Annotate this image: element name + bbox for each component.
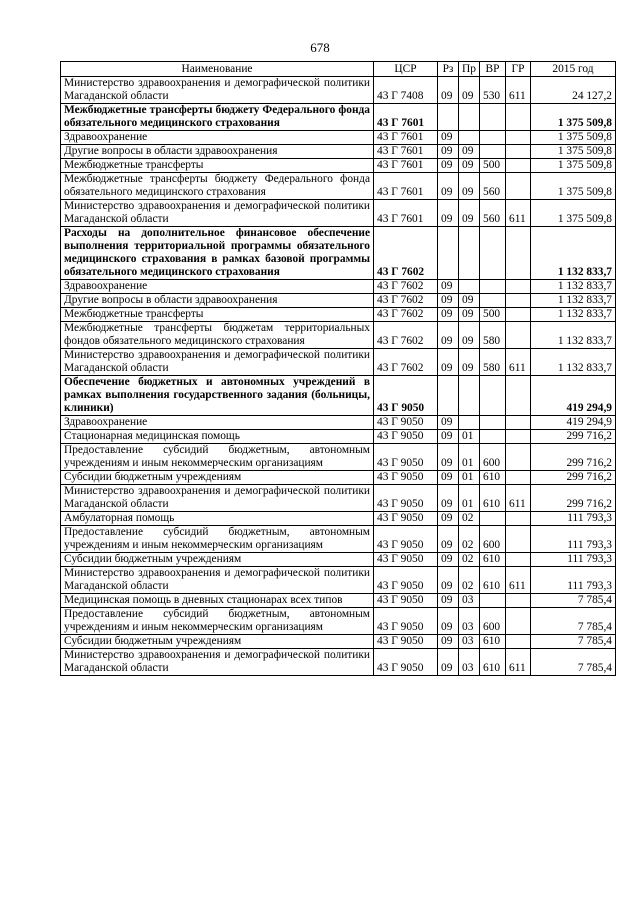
header-name: Наименование: [61, 62, 374, 77]
cell-vr: [480, 131, 506, 145]
cell-amount: 7 785,4: [531, 635, 616, 649]
cell-csr: 43 Г 9050: [374, 608, 438, 635]
cell-pr: [459, 227, 480, 280]
cell-amount: 7 785,4: [531, 608, 616, 635]
table-row: [61, 322, 616, 349]
cell-pr: 03: [459, 635, 480, 649]
cell-vr: 530: [480, 77, 506, 104]
cell-gr: [506, 635, 531, 649]
cell-csr: 43 Г 9050: [374, 635, 438, 649]
cell-pr: 03: [459, 608, 480, 635]
cell-csr: 43 Г 9050: [374, 416, 438, 430]
cell-pr: [459, 376, 480, 416]
cell-vr: 560: [480, 200, 506, 227]
cell-rz: 09: [438, 430, 459, 444]
cell-vr: 610: [480, 635, 506, 649]
header-year: 2015 год: [531, 62, 616, 77]
cell-vr: [480, 512, 506, 526]
cell-gr: [506, 553, 531, 567]
table-row: [61, 635, 616, 649]
cell-pr: 09: [459, 200, 480, 227]
cell-csr: 43 Г 9050: [374, 512, 438, 526]
table-row: [61, 594, 616, 608]
cell-rz: 09: [438, 608, 459, 635]
cell-gr: [506, 376, 531, 416]
table-row: [61, 485, 616, 512]
cell-pr: 02: [459, 526, 480, 553]
cell-amount: 299 716,2: [531, 444, 616, 471]
cell-rz: [438, 104, 459, 131]
cell-amount: 111 793,3: [531, 567, 616, 594]
cell-pr: 03: [459, 594, 480, 608]
cell-rz: [438, 376, 459, 416]
cell-csr: 43 Г 9050: [374, 444, 438, 471]
table-row: [61, 294, 616, 308]
table-row: [61, 131, 616, 145]
cell-gr: [506, 227, 531, 280]
cell-gr: [506, 512, 531, 526]
cell-gr: [506, 608, 531, 635]
cell-name: Субсидии бюджетным учреждениям: [61, 635, 374, 649]
cell-name: Другие вопросы в области здравоохранения: [61, 145, 374, 159]
cell-vr: [480, 104, 506, 131]
cell-pr: 02: [459, 567, 480, 594]
table-row: [61, 416, 616, 430]
cell-csr: 43 Г 9050: [374, 376, 438, 416]
cell-name: Обеспечение бюджетных и автономных учреждений в рамках выполнения государственного задания (больницы, клиники): [61, 376, 374, 416]
cell-gr: [506, 145, 531, 159]
cell-rz: 09: [438, 159, 459, 173]
cell-rz: 09: [438, 349, 459, 376]
cell-amount: 1 132 833,7: [531, 280, 616, 294]
cell-rz: 09: [438, 635, 459, 649]
cell-vr: [480, 430, 506, 444]
cell-gr: [506, 416, 531, 430]
cell-vr: 500: [480, 308, 506, 322]
cell-name: Межбюджетные трансферты: [61, 159, 374, 173]
cell-rz: 09: [438, 77, 459, 104]
cell-pr: 09: [459, 308, 480, 322]
cell-pr: 01: [459, 485, 480, 512]
cell-csr: 43 Г 7602: [374, 280, 438, 294]
cell-vr: 610: [480, 567, 506, 594]
cell-pr: 09: [459, 145, 480, 159]
cell-csr: 43 Г 7601: [374, 173, 438, 200]
cell-pr: 02: [459, 553, 480, 567]
table-row: [61, 227, 616, 280]
cell-csr: 43 Г 9050: [374, 649, 438, 676]
cell-amount: 299 716,2: [531, 485, 616, 512]
cell-csr: 43 Г 9050: [374, 430, 438, 444]
cell-amount: 299 716,2: [531, 430, 616, 444]
cell-vr: 560: [480, 173, 506, 200]
table-row: [61, 200, 616, 227]
cell-vr: [480, 280, 506, 294]
table-row: [61, 471, 616, 485]
table-row: [61, 104, 616, 131]
table-row: [61, 512, 616, 526]
cell-amount: 111 793,3: [531, 512, 616, 526]
cell-gr: [506, 471, 531, 485]
header-pr: Пр: [459, 62, 480, 77]
cell-csr: 43 Г 7602: [374, 322, 438, 349]
cell-name: Министерство здравоохранения и демографической политики Магаданской области: [61, 349, 374, 376]
cell-rz: 09: [438, 200, 459, 227]
cell-pr: 09: [459, 294, 480, 308]
cell-vr: 580: [480, 322, 506, 349]
cell-vr: [480, 376, 506, 416]
table-row: [61, 145, 616, 159]
cell-csr: 43 Г 7601: [374, 145, 438, 159]
cell-amount: 1 132 833,7: [531, 227, 616, 280]
cell-rz: 09: [438, 649, 459, 676]
cell-rz: [438, 227, 459, 280]
cell-rz: 09: [438, 131, 459, 145]
cell-vr: 610: [480, 485, 506, 512]
cell-name: Здравоохранение: [61, 280, 374, 294]
cell-name: Межбюджетные трансферты: [61, 308, 374, 322]
cell-name: Министерство здравоохранения и демографической политики Магаданской области: [61, 485, 374, 512]
cell-rz: 09: [438, 173, 459, 200]
cell-csr: 43 Г 9050: [374, 526, 438, 553]
cell-pr: 03: [459, 649, 480, 676]
cell-name: Предоставление субсидий бюджетным, автономным учреждениям и иным некоммерческим организациям: [61, 526, 374, 553]
cell-name: Предоставление субсидий бюджетным, автономным учреждениям и иным некоммерческим организациям: [61, 444, 374, 471]
table-row: [61, 526, 616, 553]
cell-pr: 09: [459, 77, 480, 104]
cell-pr: 01: [459, 444, 480, 471]
cell-pr: [459, 280, 480, 294]
cell-rz: 09: [438, 471, 459, 485]
cell-pr: 01: [459, 471, 480, 485]
cell-vr: 600: [480, 526, 506, 553]
cell-amount: 7 785,4: [531, 594, 616, 608]
cell-name: Амбулаторная помощь: [61, 512, 374, 526]
cell-pr: 09: [459, 349, 480, 376]
cell-csr: 43 Г 7601: [374, 131, 438, 145]
cell-rz: 09: [438, 280, 459, 294]
cell-rz: 09: [438, 308, 459, 322]
cell-amount: 7 785,4: [531, 649, 616, 676]
table-row: [61, 349, 616, 376]
cell-gr: 611: [506, 567, 531, 594]
cell-amount: 1 375 509,8: [531, 145, 616, 159]
cell-rz: 09: [438, 485, 459, 512]
table-row: [61, 567, 616, 594]
cell-vr: [480, 145, 506, 159]
table-row: [61, 376, 616, 416]
table-row: [61, 159, 616, 173]
cell-name: Межбюджетные трансферты бюджету Федерального фонда обязательного медицинского страхования: [61, 173, 374, 200]
cell-vr: [480, 227, 506, 280]
cell-vr: 610: [480, 471, 506, 485]
cell-name: Здравоохранение: [61, 416, 374, 430]
cell-pr: 01: [459, 430, 480, 444]
cell-csr: 43 Г 9050: [374, 567, 438, 594]
cell-name: Министерство здравоохранения и демографической политики Магаданской области: [61, 77, 374, 104]
page-number: 678: [310, 40, 330, 55]
cell-name: Министерство здравоохранения и демографической политики Магаданской области: [61, 567, 374, 594]
header-rz: Рз: [438, 62, 459, 77]
table-header-row: [61, 62, 616, 77]
cell-gr: 611: [506, 200, 531, 227]
cell-csr: 43 Г 7602: [374, 227, 438, 280]
cell-gr: 611: [506, 485, 531, 512]
cell-rz: 09: [438, 416, 459, 430]
table-row: [61, 608, 616, 635]
cell-pr: 09: [459, 322, 480, 349]
cell-name: Субсидии бюджетным учреждениям: [61, 471, 374, 485]
cell-rz: 09: [438, 594, 459, 608]
cell-csr: 43 Г 9050: [374, 485, 438, 512]
cell-gr: [506, 322, 531, 349]
cell-vr: 610: [480, 649, 506, 676]
cell-pr: 09: [459, 173, 480, 200]
cell-rz: 09: [438, 444, 459, 471]
cell-vr: [480, 416, 506, 430]
cell-vr: 580: [480, 349, 506, 376]
cell-vr: [480, 294, 506, 308]
cell-rz: 09: [438, 145, 459, 159]
header-csr: ЦСР: [374, 62, 438, 77]
cell-amount: 111 793,3: [531, 553, 616, 567]
cell-amount: 1 375 509,8: [531, 173, 616, 200]
cell-rz: 09: [438, 526, 459, 553]
cell-csr: 43 Г 7408: [374, 77, 438, 104]
cell-amount: 1 132 833,7: [531, 294, 616, 308]
cell-csr: 43 Г 7601: [374, 159, 438, 173]
cell-gr: [506, 444, 531, 471]
cell-amount: 1 375 509,8: [531, 200, 616, 227]
cell-vr: 610: [480, 553, 506, 567]
cell-vr: 500: [480, 159, 506, 173]
cell-name: Межбюджетные трансферты бюджету Федерального фонда обязательного медицинского страхования: [61, 104, 374, 131]
cell-gr: [506, 173, 531, 200]
cell-amount: 1 132 833,7: [531, 308, 616, 322]
cell-rz: 09: [438, 553, 459, 567]
table-row: [61, 280, 616, 294]
cell-pr: [459, 416, 480, 430]
table-row: [61, 649, 616, 676]
cell-name: Предоставление субсидий бюджетным, автономным учреждениям и иным некоммерческим организациям: [61, 608, 374, 635]
table-row: [61, 173, 616, 200]
cell-gr: [506, 594, 531, 608]
cell-name: Межбюджетные трансферты бюджетам территориальных фондов обязательного медицинского страхования: [61, 322, 374, 349]
cell-amount: 1 375 509,8: [531, 159, 616, 173]
cell-pr: 02: [459, 512, 480, 526]
cell-gr: [506, 526, 531, 553]
cell-csr: 43 Г 7601: [374, 200, 438, 227]
cell-csr: 43 Г 7602: [374, 308, 438, 322]
cell-amount: 419 294,9: [531, 416, 616, 430]
budget-table: [60, 61, 616, 676]
cell-gr: [506, 104, 531, 131]
cell-pr: [459, 104, 480, 131]
cell-amount: 24 127,2: [531, 77, 616, 104]
cell-csr: 43 Г 7602: [374, 294, 438, 308]
cell-gr: 611: [506, 349, 531, 376]
table-row: [61, 444, 616, 471]
cell-amount: 1 375 509,8: [531, 131, 616, 145]
table-row: [61, 308, 616, 322]
cell-name: Министерство здравоохранения и демографической политики Магаданской области: [61, 649, 374, 676]
cell-name: Министерство здравоохранения и демографической политики Магаданской области: [61, 200, 374, 227]
cell-csr: 43 Г 7602: [374, 349, 438, 376]
cell-name: Стационарная медицинская помощь: [61, 430, 374, 444]
cell-pr: [459, 131, 480, 145]
cell-gr: [506, 308, 531, 322]
cell-rz: 09: [438, 512, 459, 526]
cell-amount: 1 132 833,7: [531, 322, 616, 349]
cell-csr: 43 Г 9050: [374, 594, 438, 608]
cell-gr: [506, 280, 531, 294]
cell-name: Здравоохранение: [61, 131, 374, 145]
cell-csr: 43 Г 9050: [374, 553, 438, 567]
cell-amount: 1 375 509,8: [531, 104, 616, 131]
cell-csr: 43 Г 7601: [374, 104, 438, 131]
cell-vr: [480, 594, 506, 608]
cell-gr: [506, 430, 531, 444]
cell-gr: 611: [506, 77, 531, 104]
table-row: [61, 430, 616, 444]
cell-pr: 09: [459, 159, 480, 173]
header-gr: ГР: [506, 62, 531, 77]
cell-name: Расходы на дополнительное финансовое обеспечение выполнения территориальной программы обязательного медицинского страхования в рамках базовой программы обязательного медицинского страхования: [61, 227, 374, 280]
cell-rz: 09: [438, 567, 459, 594]
cell-amount: 299 716,2: [531, 471, 616, 485]
cell-gr: [506, 131, 531, 145]
cell-gr: [506, 294, 531, 308]
cell-amount: 111 793,3: [531, 526, 616, 553]
cell-amount: 419 294,9: [531, 376, 616, 416]
cell-name: Другие вопросы в области здравоохранения: [61, 294, 374, 308]
cell-gr: 611: [506, 649, 531, 676]
cell-rz: 09: [438, 294, 459, 308]
table-row: [61, 77, 616, 104]
cell-vr: 600: [480, 608, 506, 635]
cell-csr: 43 Г 9050: [374, 471, 438, 485]
cell-name: Медицинская помощь в дневных стационарах всех типов: [61, 594, 374, 608]
cell-amount: 1 132 833,7: [531, 349, 616, 376]
header-vr: ВР: [480, 62, 506, 77]
table-row: [61, 553, 616, 567]
cell-vr: 600: [480, 444, 506, 471]
cell-rz: 09: [438, 322, 459, 349]
cell-gr: [506, 159, 531, 173]
cell-name: Субсидии бюджетным учреждениям: [61, 553, 374, 567]
